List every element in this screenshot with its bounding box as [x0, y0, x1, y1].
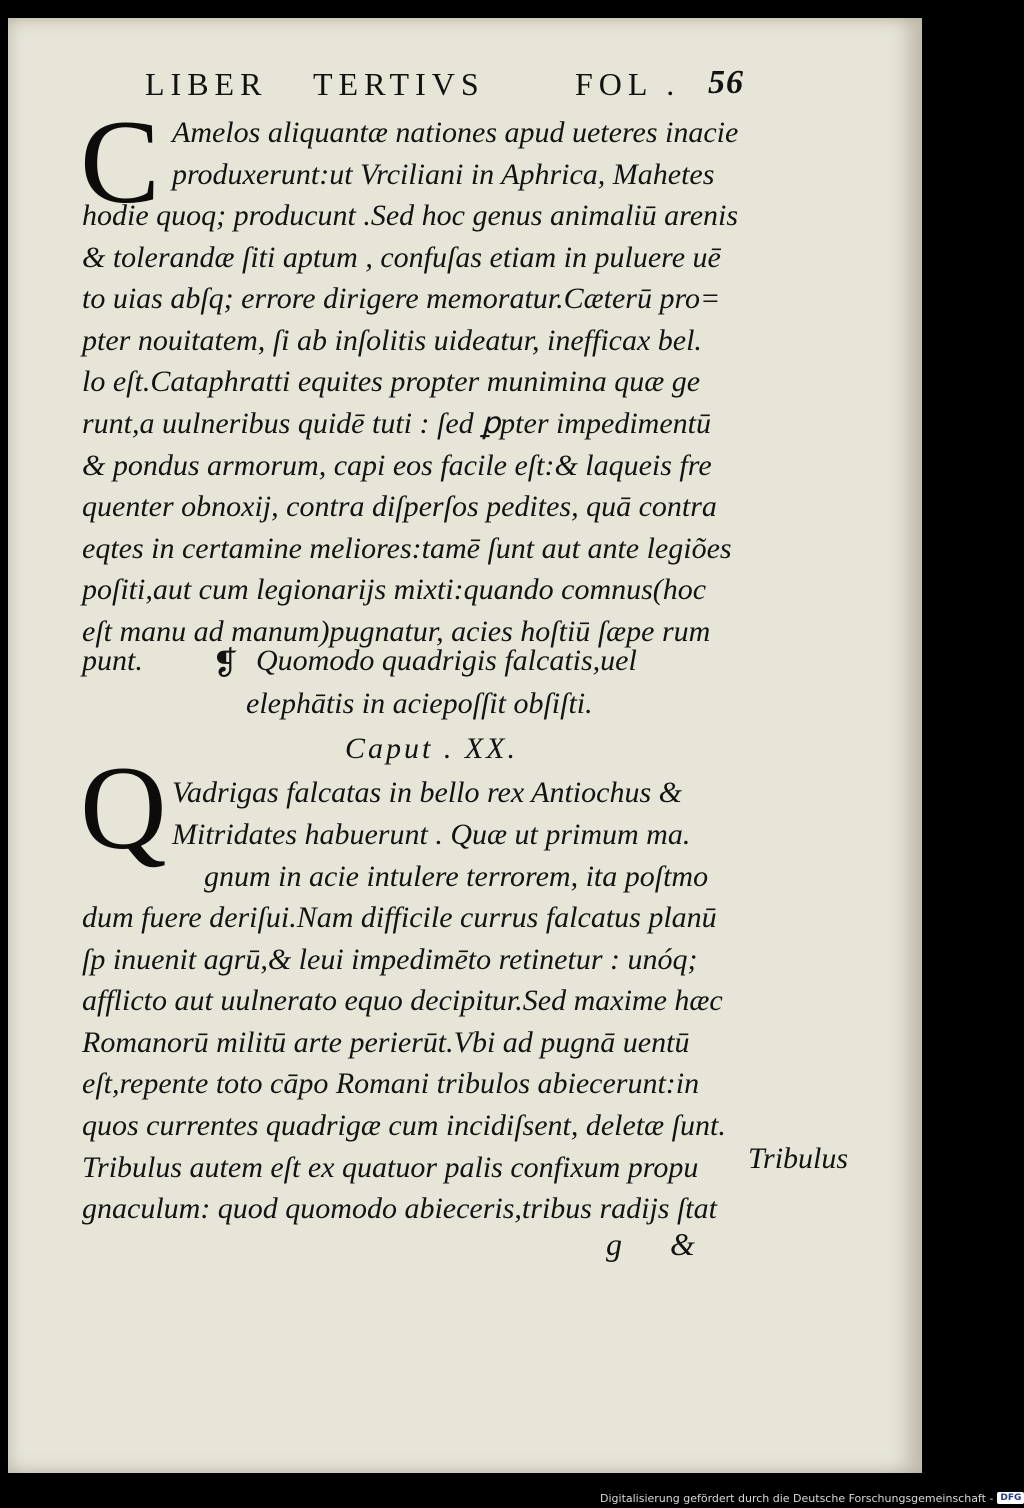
- paragraph-2-indented: [172, 772, 690, 855]
- text-line: ſp inuenit agrū,& leui impedimēto retinetur : unóq;: [82, 942, 698, 976]
- paragraph-2-body: [82, 897, 726, 1230]
- catchword: g &: [606, 1226, 695, 1262]
- text-line: pter nouitatem, ſi ab inſolitis uideatur, inefficax bel.: [82, 323, 702, 357]
- text-line: eſt,repente toto cāpo Romani tribulos abiecerunt:in: [82, 1067, 700, 1101]
- paragraph-1-last-word: punt.: [82, 644, 143, 677]
- text-line: afflicto aut uulnerato equo decipitur.Sed maxime hæc: [82, 984, 723, 1018]
- paragraph-1-body: [82, 195, 738, 653]
- text-line: eſt manu ad manum)pugnatur, acies hoſtiū ſæpe rum: [82, 614, 711, 648]
- text-line: Amelos aliquantæ nationes apud ueteres inacie: [172, 116, 739, 149]
- paragraph-2-indented-small: [204, 856, 708, 898]
- text-line: eqtes in certamine meliores:tamē ſunt aut ante legiões: [82, 531, 732, 565]
- text-line: Tribulus autem eſt ex quatuor palis confixum propu: [82, 1150, 699, 1184]
- paragraph-1-indented: [172, 112, 738, 195]
- text-line: & tolerandæ ſiti aptum , confuſas etiam in puluere uē: [82, 240, 721, 274]
- text-line: Vadrigas falcatas in bello rex Antiochus &: [172, 776, 682, 809]
- dfg-logo-icon: DFG: [997, 1492, 1024, 1504]
- drop-cap-q: Q: [80, 741, 167, 874]
- text-line: poſiti,aut cum legionarijs mixti:quando comnus(hoc: [82, 573, 707, 607]
- text-line: gnaculum: quod quomodo abieceris,tribus radijs ſtat: [82, 1192, 717, 1226]
- drop-cap-c: C: [80, 95, 161, 228]
- text-line: gnum in acie intulere terrorem, ita poſtmo: [204, 860, 709, 893]
- text-line: hodie quoq; producunt .Sed hoc genus animaliū arenis: [82, 199, 739, 232]
- chapter-heading-line-1: Quomodo quadrigis falcatis,uel: [256, 644, 637, 677]
- running-header: [145, 58, 745, 108]
- footer-credit: [600, 1488, 1022, 1508]
- marginal-note: Tribulus: [748, 1142, 849, 1175]
- pilcrow-icon: ❡: [212, 645, 239, 681]
- text-line: quos currentes quadrigæ cum incidiſsent, deletæ ſunt.: [82, 1108, 726, 1142]
- text-line: quenter obnoxij, contra diſperſos pedites, quā contra: [82, 490, 717, 524]
- show-through-text: [858, 218, 918, 958]
- header-fol: FOL .: [575, 66, 681, 102]
- text-line: & pondus armorum, capi eos facile eſt:& laqueis fre: [82, 448, 712, 482]
- header-liber: LIBER: [145, 66, 268, 102]
- header-tertius: TERTIVS: [313, 66, 485, 102]
- chapter-number: Caput . XX.: [345, 732, 518, 765]
- footer-text: Digitalisierung gefördert durch die Deutsche Forschungsgemeinschaft -: [600, 1491, 994, 1505]
- text-line: lo eſt.Cataphratti equites propter munimina quæ ge: [82, 365, 701, 399]
- text-line: runt,a uulneribus quidē tuti : ſed ꝑpter impedimentū: [82, 406, 711, 440]
- text-line: Mitridates habuerunt . Quæ ut primum ma.: [172, 817, 691, 851]
- text-line: Romanorū militū arte perierūt.Vbi ad pugnā uentū: [82, 1025, 690, 1059]
- text-line: to uias abſq; errore dirigere memoratur.Cæterū pro=: [82, 282, 721, 316]
- page-number: 56: [708, 64, 744, 101]
- chapter-heading-line-2: elephātis in aciepoſſit obſiſti.: [246, 687, 593, 720]
- text-line: dum fuere deriſui.Nam difficile currus falcatus planū: [82, 901, 717, 934]
- text-line: produxerunt:ut Vrciliani in Aphrica, Mahetes: [172, 157, 715, 191]
